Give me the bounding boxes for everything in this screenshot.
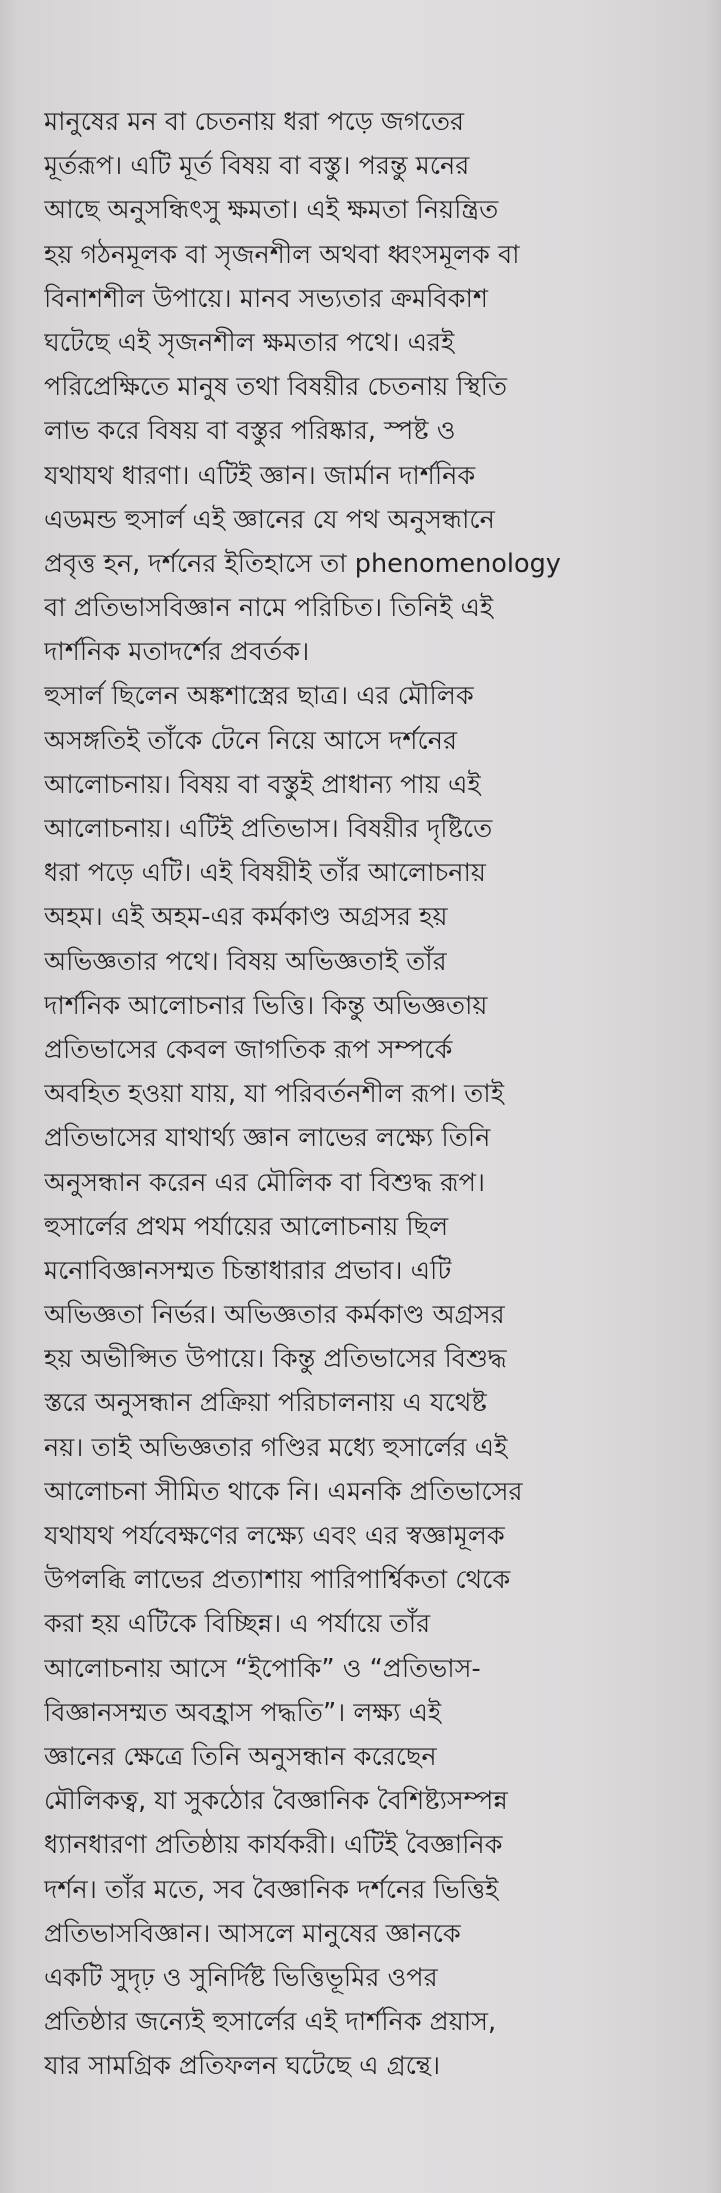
text-line: মনোবিজ্ঞানসম্মত চিন্তাধারার প্রভাব। এটি xyxy=(44,1255,452,1286)
text-line: প্রবৃত্ত হন, দর্শনের ইতিহাসে তা phenomenology xyxy=(44,548,561,579)
text-line: হয় গঠনমূলক বা সৃজনশীল অথবা ধ্বংসমূলক বা xyxy=(44,239,520,270)
text-line: একটি সুদৃঢ় ও সুনির্দিষ্ট ভিত্তিভূমির ওপর xyxy=(44,1962,438,1993)
text-line: ধ্যানধারণা প্রতিষ্ঠায় কার্যকরী। এটিই বৈজ্ঞানিক xyxy=(44,1830,503,1861)
text-line: এডমন্ড হুসার্ল এই জ্ঞানের যে পথ অনুসন্ধানে xyxy=(44,504,495,535)
text-line: জ্ঞানের ক্ষেত্রে তিনি অনুসন্ধান করেছেন xyxy=(44,1741,437,1772)
page-left-shadow xyxy=(0,0,18,2193)
text-line: প্রতিভাসের কেবল জাগতিক রূপ সম্পর্কে xyxy=(44,1034,453,1065)
text-line: বা প্রতিভাসবিজ্ঞান নামে পরিচিত। তিনিই এই xyxy=(44,593,494,624)
text-line: দর্শন। তাঁর মতে, সব বৈজ্ঞানিক দর্শনের ভিত্তিই xyxy=(44,1874,499,1905)
text-line: বিনাশশীল উপায়ে। মানব সভ্যতার ক্রমবিকাশ xyxy=(44,283,489,314)
text-line: প্রতিভাসের যাথার্থ্য জ্ঞান লাভের লক্ষ্যে তিনি xyxy=(44,1123,491,1154)
text-line: অনুসন্ধান করেন এর মৌলিক বা বিশুদ্ধ রূপ। xyxy=(44,1167,486,1198)
text-line: আলোচনা সীমিত থাকে নি। এমনকি প্রতিভাসের xyxy=(44,1476,523,1507)
text-line: হুসার্ল ছিলেন অঙ্কশাস্ত্রের ছাত্র। এর মৌলিক xyxy=(44,681,474,712)
text-line: স্তরে অনুসন্ধান প্রক্রিয়া পরিচালনায় এ যথেষ্ট xyxy=(44,1388,487,1419)
page-right-shadow xyxy=(707,0,721,2193)
text-line: দার্শনিক আলোচনার ভিত্তি। কিন্তু অভিজ্ঞতায় xyxy=(44,990,488,1021)
text-line: করা হয় এটিকে বিচ্ছিন্ন। এ পর্যায়ে তাঁর xyxy=(44,1609,431,1640)
text-line: লাভ করে বিষয় বা বস্তুর পরিষ্কার, স্পষ্ট ও xyxy=(44,416,456,447)
text-line: আলোচনায় আসে “ইপোকি” ও “প্রতিভাস- xyxy=(44,1653,481,1684)
text-line: উপলব্ধি লাভের প্রত্যাশায় পারিপার্শ্বিকতা থেকে xyxy=(44,1565,511,1596)
text-line: মূর্তরূপ। এটি মূর্ত বিষয় বা বস্তু। পরন্তু মনের xyxy=(44,151,470,182)
text-line: দার্শনিক মতাদর্শের প্রবর্তক। xyxy=(44,637,310,668)
text-line: ঘটেছে এই সৃজনশীল ক্ষমতার পথে। এরই xyxy=(44,327,455,358)
text-line: অবহিত হওয়া যায়, যা পরিবর্তনশীল রূপ। তাই xyxy=(44,1079,504,1110)
text-line: ধরা পড়ে এটি। এই বিষয়ীই তাঁর আলোচনায় xyxy=(44,858,486,889)
text-line: আলোচনায়। এটিই প্রতিভাস। বিষয়ীর দৃষ্টিতে xyxy=(44,814,493,844)
text-line: যথাযথ পর্যবেক্ষণের লক্ষ্যে এবং এর স্বজ্ঞামূলক xyxy=(44,1521,505,1551)
text-line: অভিজ্ঞতার পথে। বিষয় অভিজ্ঞতাই তাঁর xyxy=(44,946,447,977)
text-line: যার সামগ্রিক প্রতিফলন ঘটেছে এ গ্রন্থে। xyxy=(44,2051,441,2082)
text-line: অসঙ্গতিই তাঁকে টেনে নিয়ে আসে দর্শনের xyxy=(44,725,457,756)
text-line: মৌলিকত্ব, যা সুকঠোর বৈজ্ঞানিক বৈশিষ্ট্যসম্পন্ন xyxy=(44,1786,508,1817)
text-line: প্রতিষ্ঠার জন্যেই হুসার্লের এই দার্শনিক প্রয়াস, xyxy=(44,2007,497,2038)
text-line: অহম। এই অহম-এর কর্মকাণ্ড অগ্রসর হয় xyxy=(44,902,448,933)
text-line: অভিজ্ঞতা নির্ভর। অভিজ্ঞতার কর্মকাণ্ড অগ্রসর xyxy=(44,1300,505,1331)
text-line: নয়। তাই অভিজ্ঞতার গণ্ডির মধ্যে হুসার্লের এই xyxy=(44,1432,508,1463)
text-line: যথাযথ ধারণা। এটিই জ্ঞান। জার্মান দার্শনিক xyxy=(44,460,476,491)
text-line: প্রতিভাসবিজ্ঞান। আসলে মানুষের জ্ঞানকে xyxy=(44,1918,461,1949)
text-line: হয় অভীপ্সিত উপায়ে। কিন্তু প্রতিভাসের বিশুদ্ধ xyxy=(44,1344,507,1375)
text-line: মানুষের মন বা চেতনায় ধরা পড়ে জগতের xyxy=(44,107,464,137)
text-line: বিজ্ঞানসম্মত অবহ্রাস পদ্ধতি”। লক্ষ্য এই xyxy=(44,1697,442,1728)
text-line: আলোচনায়। বিষয় বা বস্তুই প্রাধান্য পায় এই xyxy=(44,769,481,800)
text-line: আছে অনুসন্ধিৎসু ক্ষমতা। এই ক্ষমতা নিয়ন্ত্রিত xyxy=(44,195,499,226)
article-text xyxy=(44,100,676,2088)
text-line: পরিপ্রেক্ষিতে মানুষ তথা বিষয়ীর চেতনায় স্থিতি xyxy=(44,372,508,403)
text-line: হুসার্লের প্রথম পর্যায়ের আলোচনায় ছিল xyxy=(44,1211,449,1242)
